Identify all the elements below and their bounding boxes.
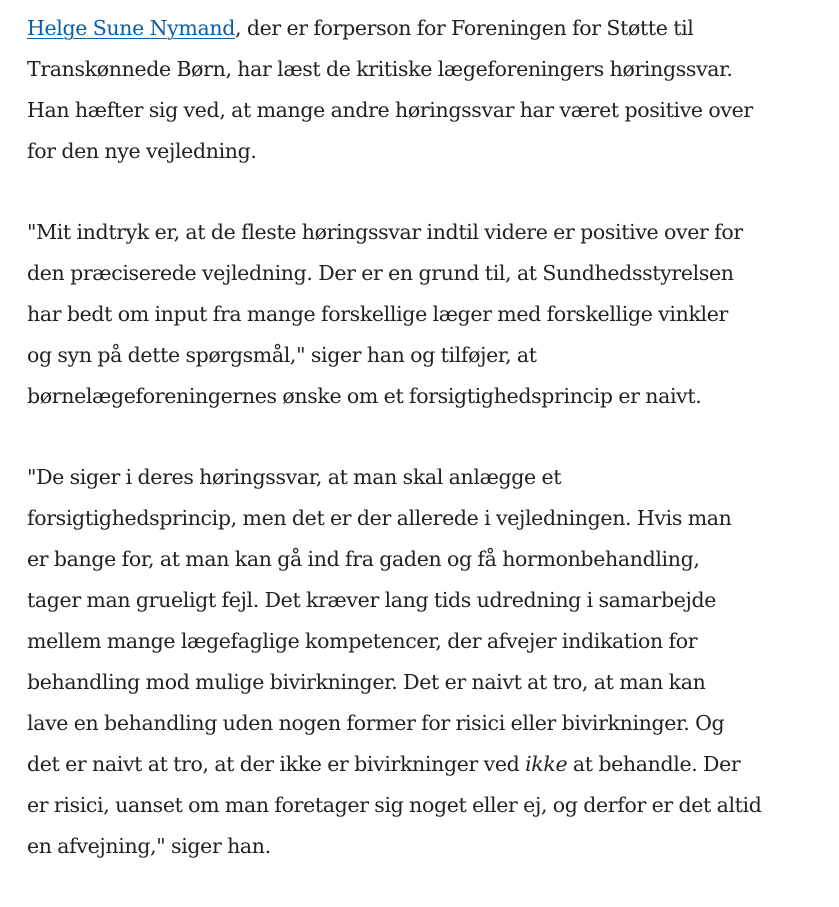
paragraph-2-line-4: og syn på dette spørgsmål," siger han og tilføjer, at <box>27 343 537 367</box>
paragraph-3-line-6: behandling mod mulige bivirkninger. Det er naivt at tro, at man kan <box>27 670 706 694</box>
paragraph-1-line-4: for den nye vejledning. <box>27 139 257 163</box>
paragraph-3 <box>27 457 827 867</box>
paragraph-3-line-1: "De siger i deres høringssvar, at man skal anlægge et <box>27 465 562 489</box>
paragraph-3-line-10: en afvejning," siger han. <box>27 834 271 858</box>
article-body <box>27 8 827 907</box>
paragraph-1-line-3: Han hæfter sig ved, at mange andre høringssvar har været positive over <box>27 98 753 122</box>
paragraph-3-line-4: tager man grueligt fejl. Det kræver lang tids udredning i samarbejde <box>27 588 717 612</box>
paragraph-3-line-2: forsigtighedsprincip, men det er der allerede i vejledningen. Hvis man <box>27 506 732 530</box>
paragraph-2 <box>27 212 827 417</box>
person-link[interactable]: Helge Sune Nymand <box>27 16 235 40</box>
paragraph-1-line-2: Transkønnede Børn, har læst de kritiske lægeforeningers høringssvar. <box>27 57 733 81</box>
paragraph-2-line-5: børnelægeforeningernes ønske om et forsigtighedsprincip er naivt. <box>27 384 702 408</box>
paragraph-3-line-5: mellem mange lægefaglige kompetencer, der afvejer indikation for <box>27 629 698 653</box>
paragraph-1-line-1: , der er forperson for Foreningen for Støtte til <box>235 16 694 40</box>
paragraph-3-line-9: er risici, uanset om man foretager sig noget eller ej, og derfor er det altid <box>27 793 762 817</box>
paragraph-3-line-7: lave en behandling uden nogen former for risici eller bivirkninger. Og <box>27 711 725 735</box>
paragraph-1 <box>27 8 827 172</box>
paragraph-3-line-8b: at behandle. Der <box>567 752 741 776</box>
paragraph-2-line-2: den præciserede vejledning. Der er en grund til, at Sundhedsstyrelsen <box>27 261 734 285</box>
paragraph-2-line-1: "Mit indtryk er, at de fleste høringssvar indtil videre er positive over for <box>27 220 743 244</box>
paragraph-3-line-3: er bange for, at man kan gå ind fra gaden og få hormonbehandling, <box>27 547 700 571</box>
paragraph-3-line-8a: det er naivt at tro, at der ikke er bivirkninger ved <box>27 752 526 776</box>
paragraph-2-line-3: har bedt om input fra mange forskellige læger med forskellige vinkler <box>27 302 728 326</box>
emphasis-ikke: ikke <box>525 752 568 776</box>
